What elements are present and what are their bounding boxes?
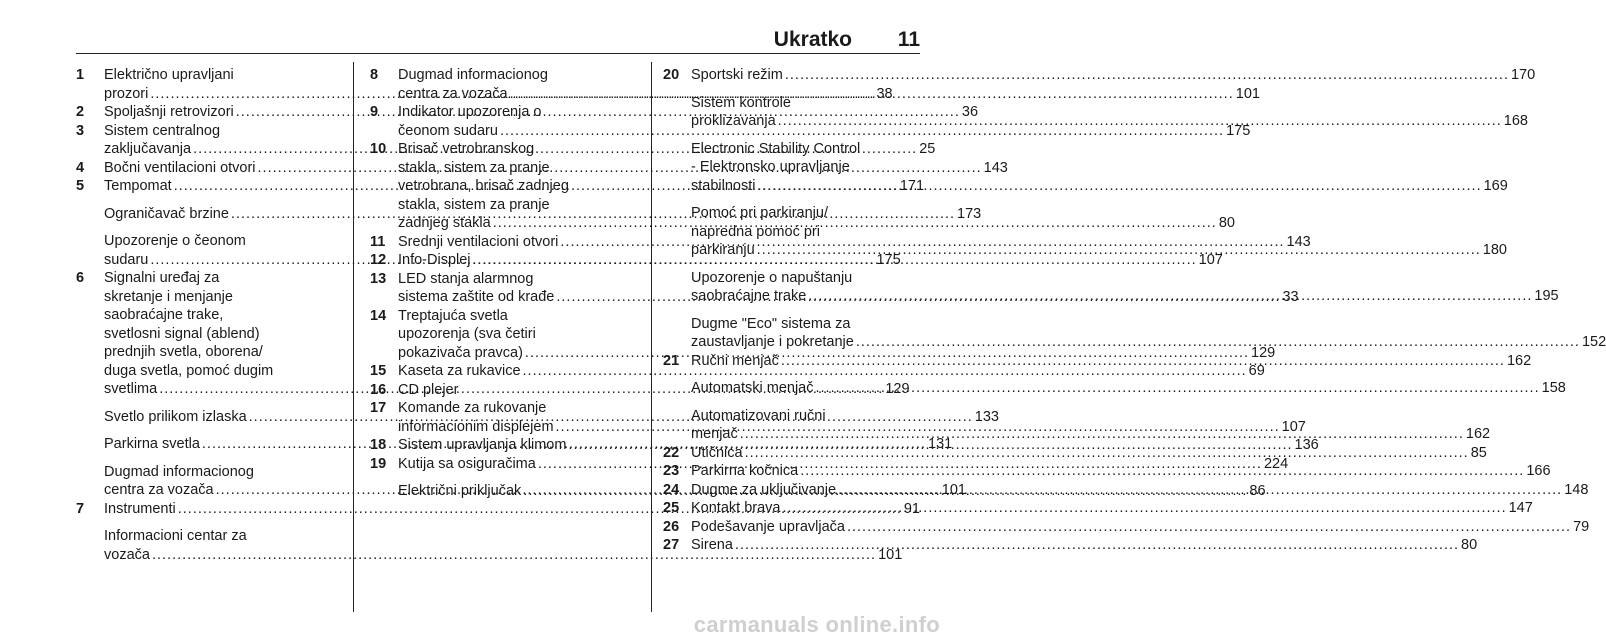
page-reference[interactable]: 79 [1573, 518, 1590, 535]
page-reference[interactable]: 162 [1465, 426, 1491, 442]
page-reference[interactable]: 33 [1282, 289, 1299, 305]
entry-number: 15 [370, 363, 387, 379]
entry-last-line [691, 379, 1566, 398]
entry-text-line: - Elektronsko upravljanje [691, 159, 850, 175]
page-reference[interactable]: 69 [1248, 363, 1265, 379]
entry-label: Ručni menjač [691, 352, 779, 369]
page-reference[interactable]: 25 [919, 141, 936, 157]
entry-number: 19 [370, 455, 387, 472]
index-entry-25 [663, 499, 1533, 518]
dot-leader [816, 379, 1540, 398]
entry-number [663, 407, 691, 444]
entry-number [76, 408, 104, 427]
page-number: 11 [897, 28, 920, 51]
page-reference[interactable]: 131 [928, 436, 953, 452]
entry-last-line [691, 287, 1559, 306]
entry-last-line [691, 241, 1507, 260]
page-reference[interactable]: 143 [1286, 233, 1311, 250]
entry-body [691, 315, 1606, 352]
dot-leader [782, 499, 1506, 518]
page-reference[interactable]: 152 [1581, 334, 1606, 350]
entry-number: 9 [370, 104, 379, 120]
dot-leader [847, 518, 1571, 537]
entry-number: 17 [370, 400, 387, 416]
page-reference[interactable]: 143 [983, 159, 1008, 176]
entry-label: Spoljašnji retrovizori [104, 104, 234, 120]
page-reference[interactable]: 158 [1541, 380, 1566, 396]
entry-number: 4 [76, 159, 85, 176]
entry-label: Električni priključak [398, 483, 522, 499]
entry-body [691, 444, 1487, 463]
entry-number [663, 204, 691, 260]
entry-number: 8 [370, 67, 379, 83]
page-reference[interactable]: 107 [1198, 252, 1223, 268]
entry-body [691, 66, 1535, 85]
dot-leader [785, 66, 1509, 85]
entry-last-line [691, 177, 1508, 196]
entry-label: Parkirna kočnica [691, 463, 799, 479]
page-reference[interactable]: 180 [1482, 242, 1507, 258]
dot-leader [735, 536, 1459, 555]
entry-body [691, 462, 1551, 481]
entry-label: zaključavanja [104, 141, 192, 157]
entry-label: Srednji ventilacioni otvori [398, 233, 559, 250]
entry-text-line: Signalni uređaj za [104, 270, 220, 286]
entry-label: Svetlo prilikom izlaska [104, 408, 247, 425]
dot-leader [757, 177, 1481, 196]
page-reference[interactable]: 136 [1294, 437, 1319, 453]
entry-label: informacionim displejem [398, 418, 554, 435]
entry-number [370, 482, 398, 501]
entry-number: 11 [370, 233, 386, 250]
page-reference[interactable]: 86 [1249, 483, 1266, 499]
entry-number: 16 [370, 381, 387, 398]
entry-label: zadnjeg stakla [398, 215, 491, 231]
page-reference[interactable]: 91 [903, 500, 920, 517]
entry-number: 10 [370, 141, 387, 157]
index-entry-20 [663, 66, 1536, 85]
entry-text-line: Treptajuća svetla [398, 307, 508, 324]
page-reference[interactable]: 173 [957, 205, 982, 222]
entry-body [691, 94, 1528, 131]
entry-number: 26 [663, 518, 680, 535]
dot-leader [740, 425, 1464, 444]
page-reference[interactable]: 224 [1263, 455, 1289, 472]
entry-text-line: Komande za rukovanje [398, 400, 547, 416]
entry-label: Dugme za uključivanje [691, 481, 837, 498]
entry-text-line: duga svetla, pomoć dugim [104, 362, 274, 379]
entry-text-line: Sistem centralnog [104, 122, 221, 139]
entry-label: stabilnosti [691, 177, 756, 194]
entry-number: 21 [663, 352, 680, 369]
entry-number: 1 [76, 67, 85, 83]
entry-text-line: Električno upravljani [104, 67, 234, 83]
index-subentry [663, 379, 1566, 398]
entry-label: zaustavljanje i pokretanje [691, 334, 854, 350]
entry-label: menjač [691, 426, 738, 442]
entry-body [691, 140, 1508, 196]
entry-label: Utičnica [691, 444, 743, 461]
entry-label: sudaru [104, 251, 149, 268]
entry-number [663, 379, 691, 398]
entry-label: Podešavanje upravljača [691, 518, 845, 535]
page-reference[interactable]: 175 [876, 251, 901, 268]
entry-label: proklizavanja [691, 113, 776, 129]
entry-label: Kontakt brava [691, 500, 781, 516]
index-subentry [663, 315, 1606, 352]
entry-label: Sirena [691, 537, 733, 553]
page-reference[interactable]: 80 [1218, 215, 1235, 231]
entry-body [691, 379, 1566, 398]
entry-number: 23 [663, 463, 680, 479]
entry-body [691, 481, 1588, 500]
entry-text-line: saobraćajne trake, [104, 307, 224, 323]
dot-leader [800, 462, 1524, 481]
entry-label: Automatski menjač [691, 380, 814, 396]
column-divider [651, 62, 652, 612]
entry-number: 12 [370, 252, 387, 268]
entry-label: Tempomat [104, 178, 172, 194]
entry-number [76, 527, 104, 564]
entry-body [691, 499, 1533, 518]
entry-last-line [691, 536, 1477, 555]
page-reference[interactable]: 166 [1526, 463, 1551, 479]
entry-number [76, 205, 104, 224]
entry-text-line: Upozorenje o napuštanju [691, 269, 853, 286]
page-reference[interactable]: 148 [1564, 481, 1589, 498]
index-entry-27 [663, 536, 1478, 555]
entry-text-line: prednjih svetla, oborena/ [104, 344, 263, 360]
entry-last-line [691, 481, 1588, 500]
entry-body [691, 352, 1531, 371]
page-reference[interactable]: 133 [974, 408, 999, 425]
page-header [76, 28, 920, 54]
entry-text-line: vetrobrana, brisač zadnjeg [398, 178, 569, 194]
dot-leader [778, 112, 1502, 131]
entry-last-line [691, 333, 1606, 352]
entry-label: čeonom sudaru [398, 122, 498, 139]
watermark: carmanuals online.info [693, 612, 940, 637]
entry-last-line [691, 518, 1589, 537]
entry-number: 13 [370, 270, 387, 287]
entry-body [691, 518, 1589, 537]
dot-leader [838, 481, 1562, 500]
entry-text-line: Sistem kontrole [691, 94, 791, 111]
index-entry-15 [370, 362, 1265, 381]
entry-number [663, 269, 691, 306]
page-reference[interactable]: 195 [1534, 288, 1559, 304]
entry-label: pokazivača pravca) [398, 344, 523, 361]
entry-body [691, 407, 1490, 444]
entry-label: svetlima [104, 381, 158, 397]
entry-label: Parkirna svetla [104, 436, 200, 452]
entry-label: centra za vozača [398, 85, 508, 102]
entry-number: 20 [663, 67, 680, 83]
entry-text-line: Informacioni centar za [104, 528, 247, 544]
entry-body [398, 381, 632, 400]
entry-number: 5 [76, 178, 85, 194]
entry-label: vozača [104, 546, 150, 563]
entry-text-line: stakla, sistem za pranje [398, 159, 550, 176]
entry-number [663, 140, 691, 196]
entry-label: Kaseta za rukavice [398, 363, 521, 379]
entry-label: prozori [104, 85, 149, 102]
entry-text-line: Brisač vetrobranskog [398, 141, 535, 157]
entry-text-line: Indikator upozorenja o [398, 104, 542, 120]
entry-last-line [691, 112, 1528, 131]
page-reference[interactable]: 101 [941, 482, 966, 498]
page-reference[interactable]: 85 [1470, 444, 1487, 461]
entry-text-line: Automatizovani ručni [691, 407, 826, 424]
entry-label: Instrumenti [104, 500, 176, 517]
entry-number: 14 [370, 307, 387, 324]
dot-leader [781, 352, 1505, 371]
entry-number [663, 94, 691, 131]
entry-text-line: napredna pomoć pri [691, 223, 820, 240]
entry-label: parkiranju [691, 242, 755, 258]
index-entry-26 [663, 518, 1590, 537]
entry-label: Bočni ventilacioni otvori [104, 159, 256, 176]
entry-number: 6 [76, 270, 85, 286]
entry-number: 22 [663, 444, 680, 461]
entry-number: 7 [76, 500, 85, 517]
page-reference[interactable]: 107 [1281, 418, 1306, 435]
page-reference[interactable]: 175 [1226, 122, 1251, 139]
entry-number: 24 [663, 481, 680, 498]
entry-label: saobraćajne trake [691, 288, 807, 304]
entry-label: Ograničavač brzine [104, 205, 229, 222]
page-reference[interactable]: 170 [1510, 67, 1536, 83]
entry-text-line: Pomoć pri parkiranju/ [691, 205, 828, 221]
page-reference[interactable]: 168 [1503, 113, 1528, 129]
entry-number [76, 463, 104, 500]
entry-text-line: stakla, sistem za pranje [398, 196, 550, 213]
entry-number [76, 435, 104, 454]
entry-number: 27 [663, 537, 680, 553]
page-reference[interactable]: 169 [1483, 177, 1508, 194]
page-reference[interactable]: 171 [899, 178, 925, 194]
entry-number: 25 [663, 500, 680, 516]
entry-body [691, 269, 1559, 306]
entry-last-line [691, 499, 1533, 518]
entry-body [691, 536, 1477, 555]
page-reference[interactable]: 162 [1506, 352, 1532, 369]
entry-number: 2 [76, 104, 85, 120]
entry-label: centra za vozača [104, 482, 214, 498]
entry-last-line [691, 66, 1535, 85]
entry-text-line: LED stanja alarmnog [398, 270, 534, 287]
page-reference[interactable]: 129 [1251, 344, 1276, 361]
entry-text-line: Dugmad informacionog [104, 463, 254, 480]
column-divider [353, 62, 354, 612]
entry-body [691, 204, 1507, 260]
page-reference[interactable]: 101 [878, 546, 903, 563]
entry-text-line: svetlosni signal (ablend) [104, 325, 260, 342]
page-reference[interactable]: 38 [876, 85, 893, 102]
entry-text-line: Upozorenje o čeonom [104, 233, 246, 249]
entry-text-line: Dugmad informacionog [398, 67, 548, 83]
page-reference[interactable]: 80 [1461, 537, 1478, 553]
entry-number: 3 [76, 122, 85, 139]
page-reference[interactable]: 129 [885, 381, 910, 397]
dot-leader [757, 241, 1481, 260]
entry-last-line [691, 425, 1490, 444]
page-reference[interactable]: 147 [1508, 500, 1533, 516]
entry-label: Info-Displej [398, 252, 471, 268]
entry-last-line [691, 352, 1531, 371]
dot-leader [808, 287, 1532, 306]
entry-label: Kutija sa osiguračima [398, 455, 536, 472]
entry-text-line: upozorenja (sva četiri [398, 326, 536, 342]
dot-leader [745, 444, 1469, 463]
entry-number: 18 [370, 437, 387, 453]
entry-text-line: Electronic Stability Control [691, 140, 861, 157]
entry-label: Sistem upravljanja klimom [398, 437, 567, 453]
entry-number [663, 315, 691, 352]
page-reference[interactable]: 101 [1235, 85, 1260, 102]
entry-number [76, 232, 104, 269]
entry-text-line: skretanje i menjanje [104, 288, 233, 305]
dot-leader [856, 333, 1580, 352]
index-entry-16 [370, 381, 632, 400]
entry-label: sistema zaštite od krađe [398, 289, 555, 305]
entry-last-line [691, 462, 1551, 481]
entry-text-line: CD plejer [398, 381, 459, 398]
page-reference[interactable]: 36 [961, 104, 979, 120]
entry-last-line [691, 444, 1487, 463]
page-title: Ukratko [773, 28, 852, 51]
entry-text-line: Dugme "Eco" sistema za [691, 315, 851, 332]
entry-label: Sportski režim [691, 67, 783, 83]
